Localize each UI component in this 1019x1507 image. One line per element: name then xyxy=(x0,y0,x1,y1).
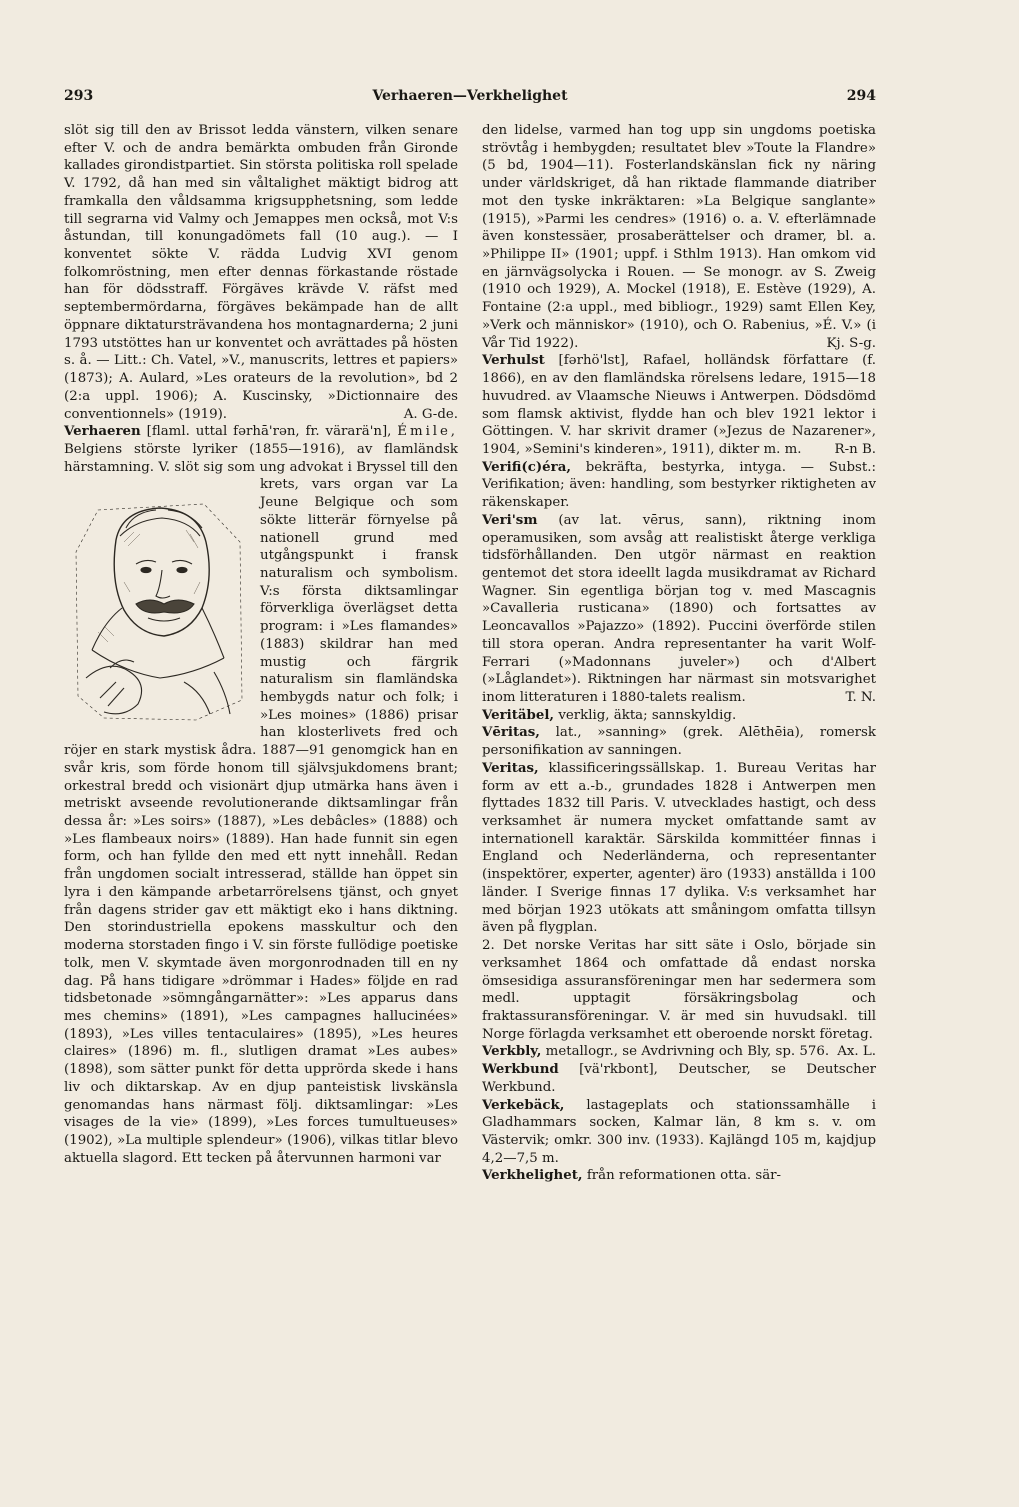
entry-text: den lidelse, varmed han tog upp sin ungdoms poetiska strövtåg i hembygden; resultatet blev »Toute la Flandre» (5 bd, 1904—11). Fosterlandskänslan fick ny näring under världskriget, då han riktade flammande diatriber mot den tyske inkräktaren: »La Belgique sanglante» (1915), »Parmi les cendres» (1916) o. a. V. efterlämnade även konstessäer, prosaberättelser och dramer, bl. a. »Philippe II» (1901; uppf. i Sthlm 1913). Han omkom vid en järnvägsolycka i Rouen. — Se monogr. av S. Zweig (1910 och 1929), A. Mockel (1918), E. Estève (1929), A. Fontaine (2:a uppl., med bibliogr., 1929) samt Ellen Key, »Verk och människor» (1910), och O. Rabenius, »É. V.» (i Vår Tid 1922). xyxy=(482,123,876,351)
entry-text: verklig, äkta; sannskyldig. xyxy=(558,707,737,723)
page-number-right: 294 xyxy=(846,88,876,104)
headword-verkhelighet: Verkhelighet, xyxy=(482,1167,583,1184)
entry-signature: Kj. S-g. xyxy=(826,335,876,351)
entry-text: metallogr., se Avdrivning och Bly, sp. 576. xyxy=(545,1044,830,1060)
entry-text: från reformationen otta. sär- xyxy=(586,1168,782,1184)
headword-verism: Veri'sm xyxy=(482,511,538,528)
headword-veritabel: Veritäbel, xyxy=(482,706,555,723)
entry-text: (av lat. vērus, sann), riktning inom operamusiken, som avsåg att realistiskt återge verkliga tidsförhållanden. Den utgör närmast en reaktion gentemot det stora ideellt lagda musikdramat av Richard Wagner. Sin egentliga början tog v. med Mascagnis »Cavalleria rusticana» (1890) och fortsattes av Leoncavallos »Pajazzo» (1892). Puccini överförde stilen till stora operan. Andra representanter ha varit Wolf-Ferrari (»Madonnans juveler») och d'Albert (»Låglandet»). Riktningen har närmast sin motsvarighet inom litteraturen i 1880-talets realism. xyxy=(482,512,877,705)
pronunciation: [flaml. uttal fərhā'rən, fr. värarä'n], xyxy=(146,424,392,440)
headword-verkeback: Verkebäck, xyxy=(482,1096,565,1113)
headword-verhulst: Verhulst xyxy=(482,352,545,369)
page-number-left: 293 xyxy=(64,88,94,104)
entry-veritas-lat xyxy=(482,724,876,759)
entry-verhaeren xyxy=(64,423,458,1167)
entry-veritabel xyxy=(482,707,876,725)
running-title: Verhaeren—Verkhelighet xyxy=(372,88,568,104)
portrait-illustration xyxy=(64,482,248,726)
headword-verhaeren: Verhaeren xyxy=(64,423,141,440)
entry-signature: T. N. xyxy=(845,690,876,705)
headword-veritas-class: Veritas, xyxy=(482,759,539,776)
headword-verifiera: Verifi(c)éra, xyxy=(482,458,571,475)
entry-text: [fərhö'lst], Rafael, holländsk författare (f. 1866), en av den flamländska rörelsens ledare, 1915—18 huvudred. av Vlaamsche Nieuws i Antwerpen. Dödsdömd som flamsk aktivist, flydde han och blev 1921 lektor i Göttingen. V. har skrivit dramer (»Jezus de Nazarener», 1904, »Semini's kinderen», 1911), dikter m. m. xyxy=(482,353,876,457)
entry-signature: Ax. L. xyxy=(837,1044,876,1060)
left-column xyxy=(64,122,458,1167)
entry-verkhelighet xyxy=(482,1167,876,1185)
headword-veritas-lat: Vēritas, xyxy=(482,724,540,741)
entry-text-main: vars organ var La Jeune Belgique och som sökte litterär förnyelse på nationell grund med utgångspunkt i fransk naturalism och symbolism. V:s första diktsamlingar förverkliga överlägset detta program: i »Les flamandes» (1883) skildrar han med mustig och färgrik naturalism sin flamländska hembygds natur och folk; i »Les moines» (1886) prisar han klosterlivets fred och röjer en stark mystisk ådra. 1887—91 genomgick han en svår kris, som förde honom till självsjukdomens brant; orkestral bredd och visionärt djup utmärka hans även i metriskt avseende revolutionerande diktsamlingar från dessa år: »Les soirs» (1887), »Les debâcles» (1888) och »Les flambeaux noirs» (1889). Han hade funnit sin egen form, och han fyllde den med ett nytt innehåll. Redan från ungdomen socialt intresserad, ställde han öppet sin lyra i den kämpande arbetarrörelsens tjänst, och gnyet från dagens strider gav ett mäktigt eko i hans diktning. Den storindustriella epokens masskultur och den moderna storstaden fingo i V. sin förste fullödige poetiske tolk, men V. skymtade även morgonrodnaden till en ny dag. På hans tidigare »drömmar i Hades» följde en rad tidsbetonade »sömngångarnätter»: »Les apparus dans mes chemins» (1891), »Les campagnes hallucinées» (1893), »Les villes tentaculaires» (1895), »Les heures claires» (1896) m. fl., slutligen dramat »Les aubes» (1898), som sätter punkt för detta upprörda skede i hans liv och diktarskap. Av en djup panteistisk livskänsla genomandas hans närmast följ. diktsamlingar: »Les visages de la vie» (1899), »Les forces tumultueuses» (1902), »La multiple splendeur» (1906), vilkas titlar blevo aktuella slagord. Ett tecken på återvunnen harmoni var xyxy=(64,477,458,1166)
entry-vergniaud-continued xyxy=(64,122,458,423)
entry-veritas-class xyxy=(482,760,876,937)
entry-verkeback xyxy=(482,1097,876,1168)
entry-text: lastageplats och stationssamhälle i Gladhammars socken, Kalmar län, 8 km s. v. om Västervik; omkr. 300 inv. (1933). Kajlängd 105 m, kajdjup 4,2—7,5 m. xyxy=(482,1097,876,1166)
entry-text: klassificeringssällskap. 1. Bureau Veritas har form av ett a.-b., grundades 1828 i Antwerpen men flyttades 1832 till Paris. V. utvecklades hastigt, och dess verksamhet är numera mycket omfattande samt av internationell karaktär. Särskilda kommittéer finnas i England och Nederländerna, och representanter (inspektörer, experter, agenter) äro (1933) anställda i 100 länder. I Sverige finnas 17 dylika. V:s verksamhet har med början 1923 utökats att småningom omfatta tillsyn även på flygplan. xyxy=(482,760,876,936)
entry-verhulst xyxy=(482,352,876,458)
entry-text: bekräfta, bestyrka, intyga. — Subst.: Verifikation; även: handling, som bestyrker riktigheten av räkenskaper. xyxy=(482,459,876,511)
entry-verifiera xyxy=(482,459,876,512)
entry-text-intro: Belgiens störste lyriker (1855—1916), av flamländsk härstamning. V. slöt sig som ung advokat i Bryssel till den krets, xyxy=(64,441,458,493)
portrait-figure xyxy=(64,482,248,726)
entry-werkbund xyxy=(482,1061,876,1096)
entry-text: 2. Det norske Veritas har sitt säte i Oslo, började sin verksamhet 1864 och omfattade då endast norska ömsesidiga assuransföreningar men har sedermera som medl. upptagit försäkringsbolag och fraktassuransföreningar. V. är med sin huvudsakl. till Norge förlagda verksamhet ett oberoende norskt företag. xyxy=(482,938,876,1042)
entry-signature: R-n B. xyxy=(834,441,876,457)
headword-werkbund: Werkbund xyxy=(482,1061,559,1078)
headword-verkbly: Verkbly, xyxy=(482,1043,542,1060)
entry-verkbly xyxy=(482,1043,876,1061)
entry-verism xyxy=(482,512,876,707)
entry-text: [vä'rkbont], Deutscher, se Deutscher Werkbund. xyxy=(482,1062,876,1095)
page-header xyxy=(64,88,876,110)
entry-signature: A. G-de. xyxy=(403,406,458,422)
right-column xyxy=(482,122,876,1185)
given-name: Émile, xyxy=(397,424,458,440)
entry-text: lat., »sanning» (grek. Alēthēia), romersk personifikation av sanningen. xyxy=(482,725,876,759)
entry-text: slöt sig till den av Brissot ledda vänstern, vilken senare efter V. och de andra bemärkta ombuden från Gironde kallades girondistpartiet. Sin största politiska roll spelade V. 1792, då han med sin våltalighet mäktigt bidrog att framkalla den våldsamma krigsupphetsning, som ledde till segrarna vid Valmy och Jemappes men också, mot V:s åstundan, till konungadömets fall (10 aug.). — I konventet sökte V. rädda Ludvig XVI genom folkomröstning, men efter dennas förkastande röstade han för dödsstraff. Förgäves krävde V. räfst med septembermördarna, förgäves bekämpade han de allt öppnare diktatursträvandena hos montagnarderna; 2 juni 1793 utstöttes han ur konventet och avrättades på hösten s. å. — Litt.: Ch. Vatel, »V., manuscrits, lettres et papiers» (1873); A. Aulard, »Les orateurs de la revolution», bd 2 (2:a uppl. 1906); A. Kuscinsky, »Dictionnaire des conventionnels» (1919). xyxy=(64,123,458,422)
entry-verhaeren-continued xyxy=(482,122,876,352)
